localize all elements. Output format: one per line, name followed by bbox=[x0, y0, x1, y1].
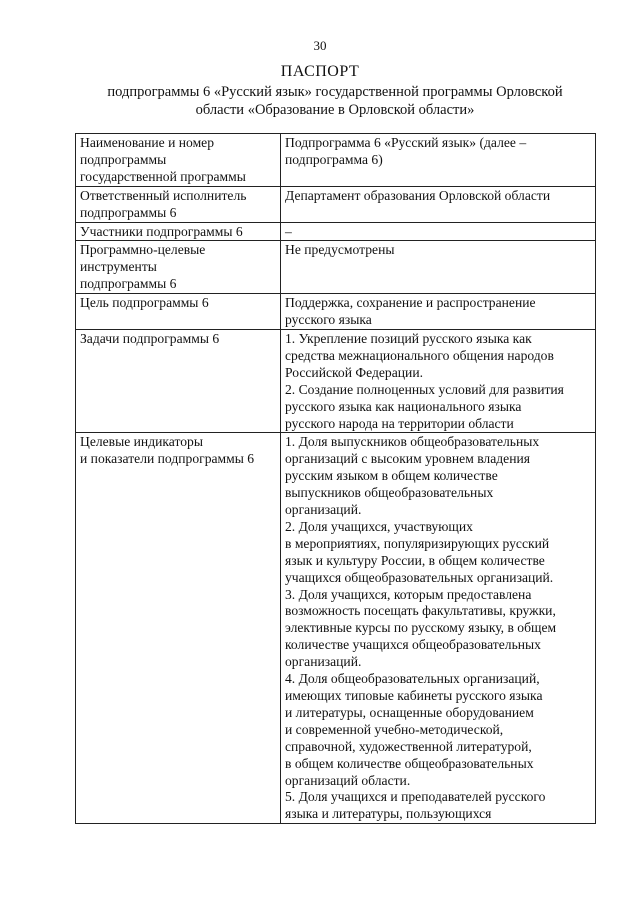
row-value-line: – bbox=[285, 223, 292, 239]
page-bottom-area bbox=[0, 838, 640, 905]
row-label-line: Программно-целевые bbox=[80, 242, 206, 258]
row-label-line: Наименование и номер bbox=[80, 135, 215, 150]
row-value-line: Департамент образования Орловской области bbox=[285, 187, 551, 203]
row-value-line: справочной, художественной литературой, bbox=[285, 738, 532, 754]
row-value-line: 1. Доля выпускников общеобразовательных bbox=[285, 434, 540, 450]
row-label-cell bbox=[76, 241, 281, 294]
row-value-line: средства межнационального общения народов bbox=[285, 347, 554, 363]
row-label-line: Задачи подпрограммы 6 bbox=[80, 330, 220, 346]
row-value-line: возможность посещать факультативы, кружки, bbox=[285, 603, 556, 619]
row-value-line: организаций с высоким уровнем владения bbox=[285, 451, 530, 467]
row-value-line: русского народа на территории области bbox=[285, 415, 514, 431]
row-label-line: и показатели подпрограммы 6 bbox=[80, 451, 255, 467]
row-value-line: Российской Федерации. bbox=[285, 364, 423, 380]
row-label-line: подпрограммы 6 bbox=[80, 204, 177, 220]
row-value-line: Не предусмотрены bbox=[285, 242, 395, 258]
row-label-cell bbox=[76, 329, 281, 432]
row-value-line: выпускников общеобразовательных bbox=[285, 485, 494, 501]
row-label-line: Цель подпрограммы 6 bbox=[80, 295, 209, 311]
row-value-line: 1. Укрепление позиций русского языка как bbox=[285, 330, 532, 346]
row-value-cell bbox=[281, 186, 596, 222]
row-value-cell bbox=[281, 329, 596, 432]
row-value-line: 4. Доля общеобразовательных организаций, bbox=[285, 671, 540, 687]
passport-table-body bbox=[76, 134, 596, 824]
row-value-line: русским языком в общем количестве bbox=[285, 468, 498, 484]
row-value-line: 3. Доля учащихся, которым предоставлена bbox=[285, 586, 532, 602]
passport-row bbox=[76, 294, 596, 330]
row-value-line: 2. Доля учащихся, участвующих bbox=[285, 518, 473, 534]
passport-row bbox=[76, 433, 596, 824]
row-label-line: Целевые индикаторы bbox=[80, 434, 203, 450]
passport-row bbox=[76, 329, 596, 432]
row-value-line: русского языка как национального языка bbox=[285, 398, 522, 414]
row-label-line: Участники подпрограммы 6 bbox=[80, 223, 243, 239]
row-value-line: подпрограмма 6) bbox=[285, 151, 383, 167]
row-label-cell bbox=[76, 222, 281, 241]
row-value-line: языка и литературы, пользующихся bbox=[285, 806, 492, 822]
row-value-cell bbox=[281, 241, 596, 294]
passport-row bbox=[76, 134, 596, 187]
row-value-line: Подпрограмма 6 «Русский язык» (далее – bbox=[285, 135, 527, 150]
row-label-cell bbox=[76, 186, 281, 222]
row-label-cell bbox=[76, 433, 281, 824]
row-label-line: подпрограммы bbox=[80, 151, 167, 167]
row-value-line: элективные курсы по русскому языку, в общем bbox=[285, 620, 557, 636]
passport-row bbox=[76, 241, 596, 294]
row-value-line: организаций. bbox=[285, 654, 362, 670]
document-subtitle: подпрограммы 6 «Русский язык» государственной программы Орловской области «Образование в Орловской области» bbox=[107, 84, 563, 118]
row-label-line: государственной программы bbox=[80, 168, 246, 184]
row-value-cell bbox=[281, 433, 596, 824]
row-value-line: и литературы, оснащенные оборудованием bbox=[285, 704, 534, 720]
row-value-cell bbox=[281, 134, 596, 187]
row-value-line: учащихся общеобразовательных организаций. bbox=[285, 569, 554, 585]
row-value-line: 5. Доля учащихся и преподавателей русского bbox=[285, 789, 546, 805]
row-value-line: русского языка bbox=[285, 312, 372, 328]
row-value-cell bbox=[281, 294, 596, 330]
row-value-line: организаций области. bbox=[285, 772, 411, 788]
row-label-line: инструменты bbox=[80, 259, 157, 275]
row-value-line: язык и культуру России, в общем количестве bbox=[285, 552, 545, 568]
row-value-line: 2. Создание полноценных условий для развития bbox=[285, 381, 564, 397]
row-label-line: подпрограммы 6 bbox=[80, 276, 177, 292]
document-title: ПАСПОРТ bbox=[280, 63, 360, 80]
row-value-line: Поддержка, сохранение и распространение bbox=[285, 295, 536, 311]
passport-table bbox=[75, 133, 596, 824]
row-value-line: и современной учебно-методической, bbox=[285, 721, 504, 737]
row-value-line: имеющих типовые кабинеты русского языка bbox=[285, 688, 543, 703]
row-label-cell bbox=[76, 134, 281, 187]
passport-row bbox=[76, 222, 596, 241]
row-value-line: организаций. bbox=[285, 502, 362, 518]
row-value-line: в общем количестве общеобразовательных bbox=[285, 755, 534, 771]
row-value-line: в мероприятиях, популяризирующих русский bbox=[285, 535, 550, 551]
row-label-line: Ответственный исполнитель bbox=[80, 187, 247, 203]
row-value-cell bbox=[281, 222, 596, 241]
passport-row bbox=[76, 186, 596, 222]
page-number: 30 bbox=[313, 38, 327, 53]
row-label-cell bbox=[76, 294, 281, 330]
row-value-line: количестве учащихся общеобразовательных bbox=[285, 637, 541, 653]
